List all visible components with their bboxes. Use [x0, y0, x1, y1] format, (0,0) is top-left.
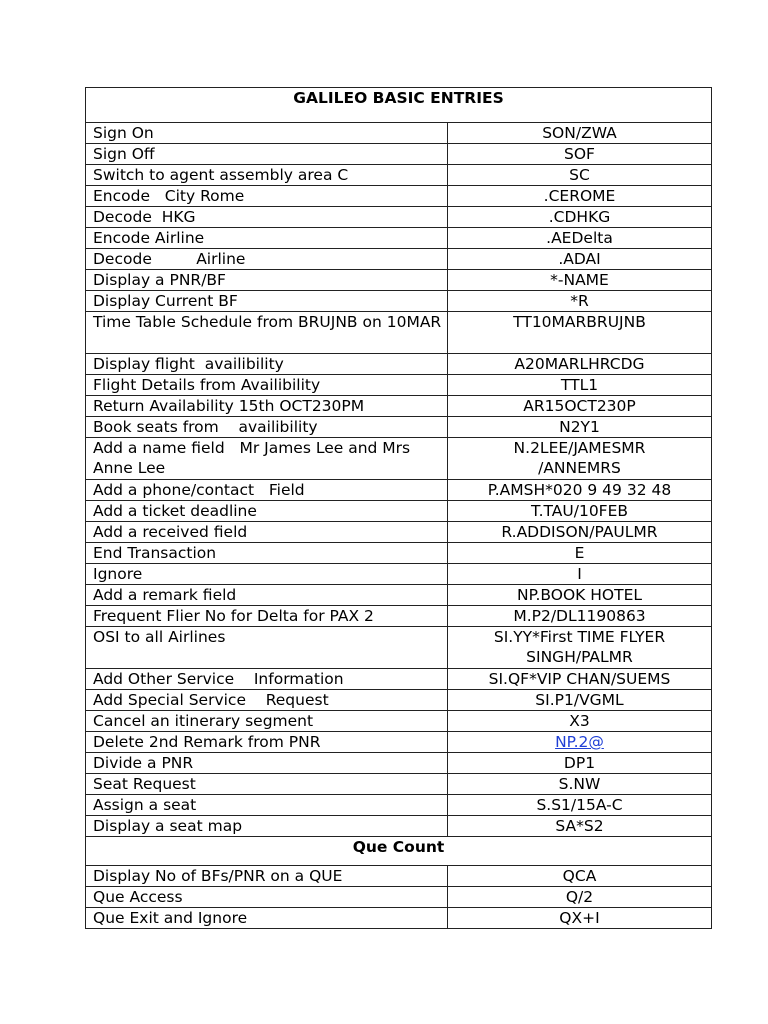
entry-label: Encode City Rome [86, 186, 448, 207]
section-heading: Que Count [86, 837, 712, 866]
table-row [86, 866, 712, 887]
entry-command: .AEDelta [448, 228, 712, 249]
table-row [86, 816, 712, 837]
table-row [86, 627, 712, 669]
entry-command: SC [448, 165, 712, 186]
entry-label: Encode Airline [86, 228, 448, 249]
entry-label: Sign Off [86, 144, 448, 165]
entry-command: .CDHKG [448, 207, 712, 228]
entry-label: Frequent Flier No for Delta for PAX 2 [86, 606, 448, 627]
table-row [86, 501, 712, 522]
entry-label: Cancel an itinerary segment [86, 711, 448, 732]
entry-command: TT10MARBRUJNB [448, 312, 712, 354]
entry-label: Add Other Service Information [86, 669, 448, 690]
table-row [86, 312, 712, 354]
entry-command: TTL1 [448, 375, 712, 396]
entry-label: Switch to agent assembly area C [86, 165, 448, 186]
entry-command: QX+I [448, 908, 712, 929]
entry-label: Add a name field Mr James Lee and Mrs Anne Lee [86, 438, 448, 480]
section-row [86, 837, 712, 866]
table-row [86, 123, 712, 144]
entry-label: Display a PNR/BF [86, 270, 448, 291]
entry-command: AR15OCT230P [448, 396, 712, 417]
entry-command: N2Y1 [448, 417, 712, 438]
entry-label: End Transaction [86, 543, 448, 564]
table-title: GALILEO BASIC ENTRIES [86, 88, 712, 123]
table-row [86, 270, 712, 291]
entry-label: Add a received field [86, 522, 448, 543]
entry-label: Assign a seat [86, 795, 448, 816]
entry-label: Add Special Service Request [86, 690, 448, 711]
entry-command: R.ADDISON/PAULMR [448, 522, 712, 543]
table-row [86, 564, 712, 585]
entry-command: I [448, 564, 712, 585]
table-row [86, 228, 712, 249]
entry-label: Display No of BFs/PNR on a QUE [86, 866, 448, 887]
table-row [86, 690, 712, 711]
entry-command: M.P2/DL1190863 [448, 606, 712, 627]
table-row [86, 606, 712, 627]
entry-label: Add a remark field [86, 585, 448, 606]
table-row [86, 354, 712, 375]
entry-label: Decode Airline [86, 249, 448, 270]
remark-delete-link[interactable]: NP.2@ [555, 733, 604, 751]
entry-command: Q/2 [448, 887, 712, 908]
table-row [86, 207, 712, 228]
entry-command: A20MARLHRCDG [448, 354, 712, 375]
entry-command: *-NAME [448, 270, 712, 291]
entry-label: OSI to all Airlines [86, 627, 448, 669]
entry-label: Sign On [86, 123, 448, 144]
entry-command: X3 [448, 711, 712, 732]
table-row [86, 887, 712, 908]
title-row [86, 88, 712, 123]
entry-label: Add a ticket deadline [86, 501, 448, 522]
entry-label: Seat Request [86, 774, 448, 795]
entry-command: SOF [448, 144, 712, 165]
table-row [86, 144, 712, 165]
table-row [86, 480, 712, 501]
table-row [86, 438, 712, 480]
entry-command: P.AMSH*020 9 49 32 48 [448, 480, 712, 501]
entry-command: SI.QF*VIP CHAN/SUEMS [448, 669, 712, 690]
table-row [86, 585, 712, 606]
entry-command: QCA [448, 866, 712, 887]
table-row [86, 291, 712, 312]
entry-command: E [448, 543, 712, 564]
table-row [86, 165, 712, 186]
table-row [86, 711, 712, 732]
entry-label: Flight Details from Availibility [86, 375, 448, 396]
entry-command: T.TAU/10FEB [448, 501, 712, 522]
entry-command: SA*S2 [448, 816, 712, 837]
table-row [86, 774, 712, 795]
entry-label: Time Table Schedule from BRUJNB on 10MAR [86, 312, 448, 354]
entry-command-cell [448, 732, 712, 753]
entry-label: Decode HKG [86, 207, 448, 228]
entry-label: Que Access [86, 887, 448, 908]
table-row [86, 249, 712, 270]
entry-label: Display flight availibility [86, 354, 448, 375]
table-row [86, 669, 712, 690]
entry-command: NP.BOOK HOTEL [448, 585, 712, 606]
entry-label: Book seats from availibility [86, 417, 448, 438]
table-row [86, 186, 712, 207]
table-row [86, 908, 712, 929]
entry-command: DP1 [448, 753, 712, 774]
table-row [86, 396, 712, 417]
table-row [86, 375, 712, 396]
entry-command: SON/ZWA [448, 123, 712, 144]
table-row [86, 753, 712, 774]
table-row [86, 543, 712, 564]
entry-label: Display a seat map [86, 816, 448, 837]
entry-command: SI.YY*First TIME FLYER SINGH/PALMR [448, 627, 712, 669]
table-row [86, 795, 712, 816]
entry-label: Return Availability 15th OCT230PM [86, 396, 448, 417]
table-row [86, 417, 712, 438]
table-row [86, 732, 712, 753]
entry-command: *R [448, 291, 712, 312]
entry-label: Que Exit and Ignore [86, 908, 448, 929]
entry-command: .CEROME [448, 186, 712, 207]
entry-command: SI.P1/VGML [448, 690, 712, 711]
entry-command: S.NW [448, 774, 712, 795]
entry-command: S.S1/15A-C [448, 795, 712, 816]
entry-label: Ignore [86, 564, 448, 585]
galileo-entries-table [85, 87, 712, 929]
entry-label: Delete 2nd Remark from PNR [86, 732, 448, 753]
entry-label: Display Current BF [86, 291, 448, 312]
entry-label: Divide a PNR [86, 753, 448, 774]
entry-command: N.2LEE/JAMESMR /ANNEMRS [448, 438, 712, 480]
entry-label: Add a phone/contact Field [86, 480, 448, 501]
entry-command: .ADAI [448, 249, 712, 270]
table-row [86, 522, 712, 543]
